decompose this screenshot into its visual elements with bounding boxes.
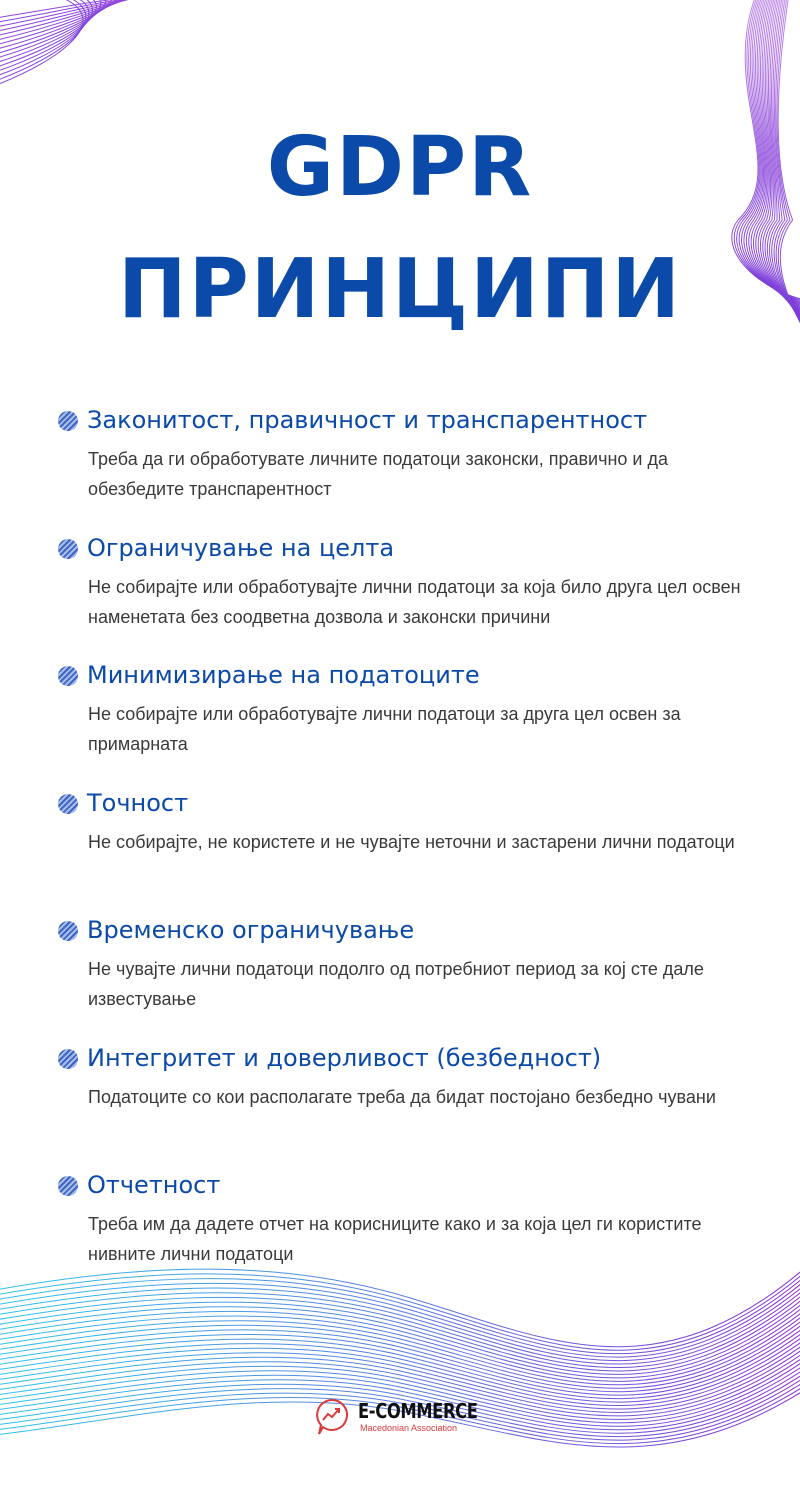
principles-list	[58, 400, 758, 1293]
wave-line	[0, 1314, 800, 1385]
principle-item	[58, 1038, 758, 1166]
wave-line	[0, 0, 143, 36]
principle-title: Отчетност	[87, 1171, 221, 1199]
wave-line	[0, 0, 83, 86]
page-title-principles: ПРИНЦИПИ	[118, 242, 682, 337]
wave-line	[0, 1327, 800, 1395]
wave-line	[0, 0, 127, 45]
wave-line	[0, 1339, 800, 1405]
wave-line	[0, 0, 101, 63]
wave-line	[0, 0, 167, 23]
wave-line	[0, 1302, 800, 1375]
wave-line	[0, 1293, 800, 1367]
wave-line	[0, 1331, 800, 1399]
logo-name: E-COMMERCE	[358, 1399, 478, 1423]
wave-line	[0, 1289, 800, 1364]
principle-item	[58, 910, 758, 1038]
logo-subtitle: Macedonian Association	[360, 1423, 458, 1433]
bullet-icon	[58, 666, 78, 686]
wave-line	[0, 1306, 800, 1378]
bullet-icon	[58, 921, 78, 941]
wave-line	[0, 1318, 800, 1388]
bullet-icon	[58, 1176, 78, 1196]
wave-line	[0, 0, 135, 41]
top-left-wave-lines	[0, 0, 175, 86]
wave-line	[0, 1285, 800, 1361]
principle-description: Податоците со кои располагате треба да бидат постојано безбедно чувани	[88, 1086, 716, 1107]
ecommerce-logo	[314, 1398, 504, 1436]
wave-line	[0, 0, 159, 27]
principle-title: Временско ограничување	[87, 916, 415, 944]
page-title-gdpr: GDPR	[266, 120, 534, 215]
wave-line	[0, 1323, 800, 1392]
bullet-icon	[58, 794, 78, 814]
bullet-icon	[58, 539, 78, 559]
principle-description: Не собирајте или обработувајте лични податоци за која било друга цел освен наменетата без соодветна дозвола и законски причини	[88, 576, 741, 627]
wave-line	[0, 0, 106, 59]
wave-line	[0, 1297, 800, 1371]
wave-line	[0, 0, 92, 72]
wave-line	[0, 0, 112, 54]
principle-item	[58, 400, 758, 528]
principle-item	[58, 1165, 758, 1293]
principle-item	[58, 655, 758, 783]
principle-title: Ограничување на целта	[87, 533, 395, 562]
wave-line	[0, 0, 119, 50]
wave-line	[0, 1335, 800, 1402]
principle-description: Треба да ги обработувате личните податоци законски, правично и да обезбедите транспарентност	[88, 449, 668, 499]
chart-growth-icon	[314, 1398, 348, 1436]
principle-item	[58, 528, 758, 656]
wave-line	[0, 0, 89, 77]
wave-line	[0, 0, 175, 18]
principle-title: Законитост, правичност и транспарентност	[87, 406, 648, 434]
principle-item	[58, 783, 758, 911]
principle-title: Интегритет и доверливост (безбедност)	[87, 1043, 602, 1072]
bullet-icon	[58, 1049, 78, 1069]
bullet-icon	[58, 411, 78, 431]
wave-line	[0, 0, 86, 81]
principle-title: Точност	[87, 788, 189, 817]
wave-line	[0, 1310, 800, 1381]
principle-description: Треба им да дадете отчет на корисниците како и за која цел ги користите нивните лични податоци	[88, 1214, 702, 1264]
principle-description: Не собирајте, не користете и не чувајте неточни и застарени лични податоци	[88, 831, 735, 852]
wave-line	[0, 0, 151, 32]
principle-description: Не чувајте лични податоци подолго од потребниот период за кој сте дале известување	[88, 959, 704, 1009]
wave-line	[0, 0, 96, 68]
principle-title: Минимизирање на податоците	[87, 661, 480, 689]
principle-description: Не собирајте или обработувајте лични податоци за друга цел освен за примарната	[88, 704, 681, 754]
